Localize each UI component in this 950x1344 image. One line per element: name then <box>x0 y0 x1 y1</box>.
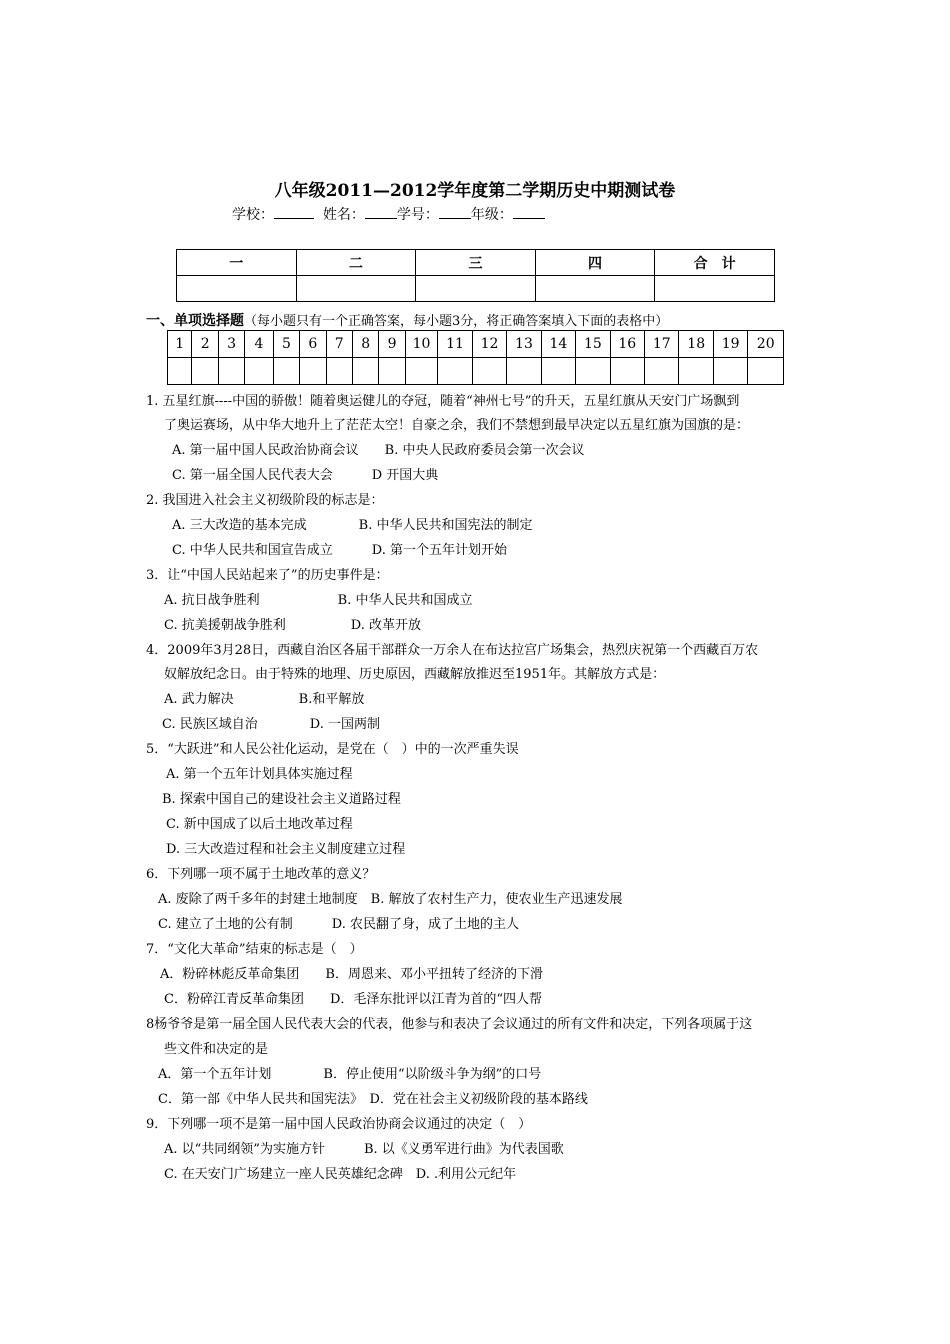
answer-number: 5 <box>273 331 299 358</box>
answer-cell[interactable] <box>507 358 541 385</box>
answer-cell[interactable] <box>300 358 326 385</box>
question-line: C. 抗美援朝战争胜利 D. 改革开放 <box>164 618 421 633</box>
question-line: 6．下列哪一项不属于土地改革的意义？ <box>146 867 376 882</box>
question-line: 8杨爷爷是第一届全国人民代表大会的代表，他参与和表决了会议通过的所有文件和决定，下列各项属于这 <box>146 1017 753 1032</box>
answer-cell[interactable] <box>472 358 506 385</box>
answer-cell[interactable] <box>576 358 610 385</box>
name-blank[interactable] <box>365 204 397 219</box>
student-info-line <box>232 204 545 224</box>
section-note: （每小题只有一个正确答案，每小题3分，将正确答案填入下面的表格中） <box>244 314 669 329</box>
question-line: A. 三大改造的基本完成 B. 中华人民共和国宪法的制定 <box>172 518 533 533</box>
answer-cell[interactable] <box>541 358 575 385</box>
question-line: C. 中华人民共和国宣告成立 D. 第一个五年计划开始 <box>172 543 507 558</box>
number-blank[interactable] <box>439 204 471 219</box>
answer-cell[interactable] <box>218 358 244 385</box>
section-heading <box>146 310 668 330</box>
question-line: A．粉碎林彪反革命集团 B．周恩来、邓小平扭转了经济的下滑 <box>160 967 543 982</box>
answer-cell[interactable] <box>326 358 352 385</box>
answer-number: 19 <box>713 331 747 358</box>
question-line: 5．“大跃进”和人民公社化运动，是党在（ ）中的一次严重失误 <box>146 742 519 757</box>
grade-label: 年级： <box>470 207 513 223</box>
score-cell[interactable] <box>416 276 536 302</box>
school-label: 学校： <box>232 207 274 223</box>
answer-number: 8 <box>352 331 378 358</box>
question-line: 2. 我国进入社会主义初级阶段的标志是： <box>146 493 384 508</box>
question-line: A. 第一届中国人民政治协商会议 B. 中央人民政府委员会第一次会议 <box>172 443 585 458</box>
answer-number: 7 <box>326 331 352 358</box>
answer-cell[interactable] <box>405 358 438 385</box>
question-line: C. 新中国成了以后土地改革过程 <box>166 817 353 832</box>
answer-number: 20 <box>748 331 784 358</box>
question-line: A. 废除了两千多年的封建土地制度 B. 解放了农村生产力，使农业生产迅速发展 <box>158 892 623 907</box>
score-cell[interactable] <box>177 276 297 302</box>
score-header: 三 <box>416 250 536 276</box>
question-line: B. 探索中国自己的建设社会主义道路过程 <box>162 792 401 807</box>
score-header: 合 计 <box>655 250 775 276</box>
answer-cell[interactable] <box>748 358 784 385</box>
score-table <box>176 249 775 302</box>
answer-number: 13 <box>507 331 541 358</box>
question-line: A. 以“共同纲领”为实施方针 B. 以《义勇军进行曲》为代表国歌 <box>164 1142 564 1157</box>
answer-number: 15 <box>576 331 610 358</box>
answer-table <box>167 330 784 385</box>
question-line: D. 三大改造过程和社会主义制度建立过程 <box>166 842 406 857</box>
number-label: 学号： <box>396 207 439 223</box>
score-cell[interactable] <box>655 276 775 302</box>
answer-number: 10 <box>405 331 438 358</box>
question-line: A. 抗日战争胜利 B. 中华人民共和国成立 <box>164 593 473 608</box>
answer-cell[interactable] <box>192 358 218 385</box>
question-line: A. 第一个五年计划具体实施过程 <box>166 767 353 782</box>
answer-number: 4 <box>245 331 273 358</box>
answer-cell[interactable] <box>352 358 378 385</box>
answer-number: 16 <box>610 331 644 358</box>
answer-cell[interactable] <box>273 358 299 385</box>
score-header: 二 <box>296 250 416 276</box>
answer-cell[interactable] <box>645 358 679 385</box>
answer-cell[interactable] <box>245 358 273 385</box>
answer-number: 11 <box>438 331 472 358</box>
answer-number: 17 <box>645 331 679 358</box>
answer-cell[interactable] <box>438 358 472 385</box>
answer-number: 12 <box>472 331 506 358</box>
answer-number: 3 <box>218 331 244 358</box>
score-cell[interactable] <box>296 276 416 302</box>
question-line: 9．下列哪一项不是第一届中国人民政治协商会议通过的决定（ ） <box>146 1117 532 1132</box>
answer-cell[interactable] <box>713 358 747 385</box>
question-line: A. 武力解决 B.和平解放 <box>164 692 365 707</box>
question-line: C. 在天安门广场建立一座人民英雄纪念碑 D. .利用公元纪年 <box>164 1167 517 1182</box>
question-line: C. 建立了土地的公有制 D. 农民翻了身，成了土地的主人 <box>158 917 519 932</box>
answer-number: 1 <box>168 331 192 358</box>
question-line: 些文件和决定的是 <box>164 1042 269 1057</box>
page-title: 八年级2011—2012学年度第二学期历史中期测试卷 <box>274 181 676 201</box>
score-header: 四 <box>535 250 655 276</box>
question-line: C．粉碎江青反革命集团 D．毛泽东批评以江青为首的“四人帮 <box>164 992 543 1007</box>
answer-cell[interactable] <box>610 358 644 385</box>
answer-cell[interactable] <box>379 358 405 385</box>
question-line: C．第一部《中华人民共和国宪法》 D．党在社会主义初级阶段的基本路线 <box>158 1092 588 1107</box>
question-line: 7．“文化大革命”结束的标志是（ ） <box>146 942 363 957</box>
answer-number: 9 <box>379 331 405 358</box>
question-line: 1. 五星红旗----中国的骄傲！随着奥运健儿的夺冠，随着“神州七号”的升天，五星红旗从天安门广场飘到 <box>146 394 740 409</box>
score-header: 一 <box>177 250 297 276</box>
answer-number: 14 <box>541 331 575 358</box>
section-title: 一、单项选择题 <box>146 313 244 329</box>
score-cell[interactable] <box>535 276 655 302</box>
school-blank[interactable] <box>274 204 314 219</box>
question-line: C. 民族区域自治 D. 一国两制 <box>162 717 380 732</box>
answer-cell[interactable] <box>168 358 192 385</box>
question-line: 了奥运赛场，从中华大地升上了茫茫太空！自豪之余，我们不禁想到最早决定以五星红旗为国旗的是： <box>164 418 750 433</box>
question-line: 4．2009年3月28日，西藏自治区各届干部群众一万余人在布达拉宫广场集会，热烈庆祝第一个西藏百万农 <box>146 643 759 658</box>
grade-blank[interactable] <box>513 204 545 219</box>
question-line: 3．让“中国人民站起来了”的历史事件是： <box>146 568 389 583</box>
answer-cell[interactable] <box>679 358 713 385</box>
answer-number: 18 <box>679 331 713 358</box>
question-line: 奴解放纪念日。由于特殊的地理、历史原因，西藏解放推迟至1951年。其解放方式是： <box>164 667 666 682</box>
answer-number: 2 <box>192 331 218 358</box>
question-line: C. 第一届全国人民代表大会 D 开国大典 <box>172 468 439 483</box>
answer-number: 6 <box>300 331 326 358</box>
name-label: 姓名： <box>322 207 365 223</box>
question-line: A．第一个五年计划 B．停止使用“以阶级斗争为纲”的口号 <box>158 1067 542 1082</box>
